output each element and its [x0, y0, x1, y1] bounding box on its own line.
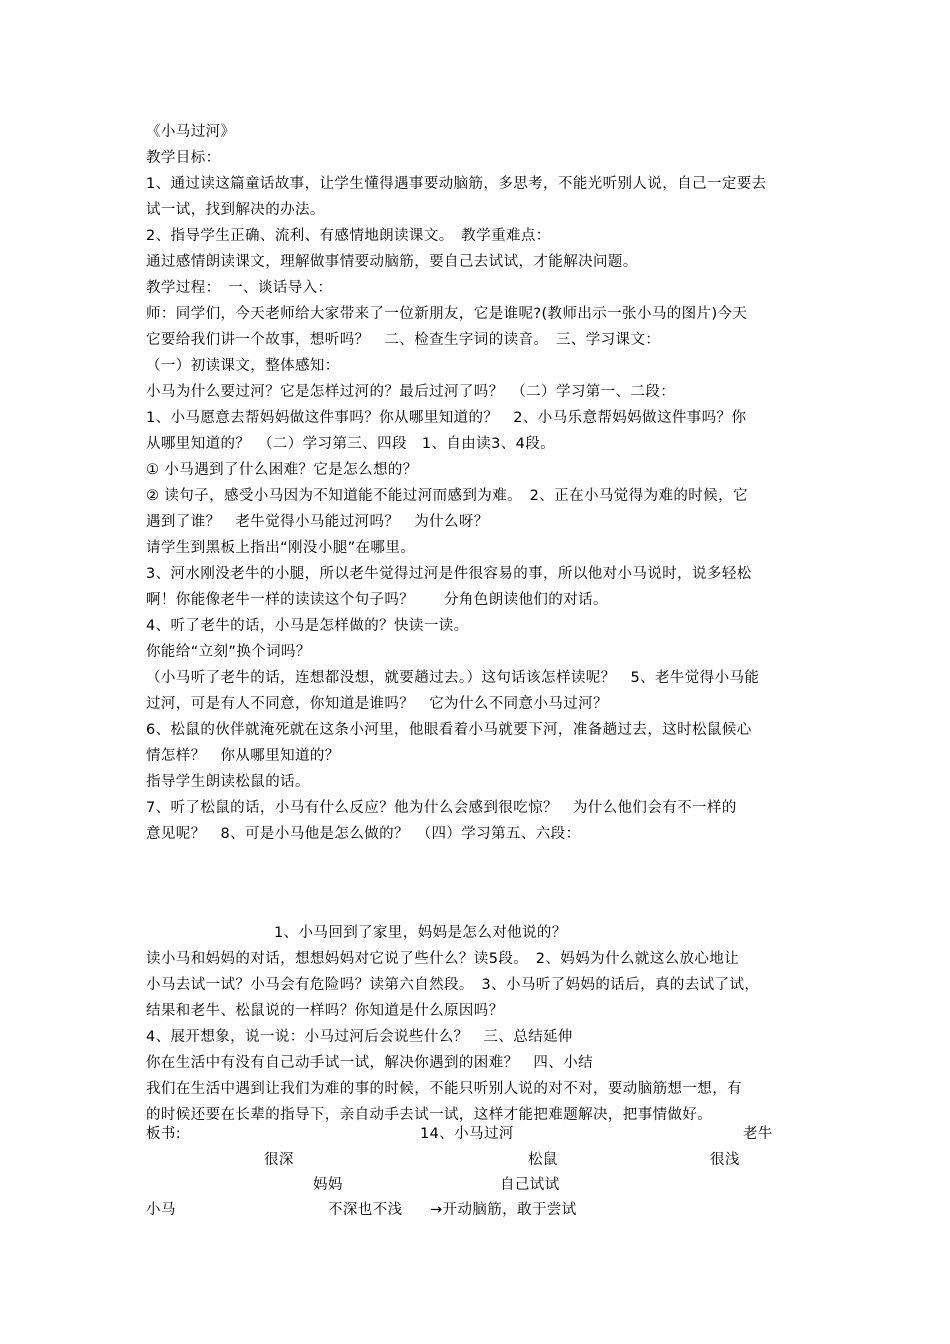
- text-line: 试一试，找到解决的办法。: [146, 202, 325, 218]
- text-line: 师：同学们，今天老师给大家带来了一位新朋友，它是谁呢?(教师出示一张小马的图片)今天: [146, 306, 748, 322]
- text-line: （一）初读课文，整体感知：: [146, 358, 340, 374]
- text-line: 教学目标：: [146, 150, 221, 166]
- text-line: 读小马和妈妈的对话，想想妈妈对它说了些什么？读5段。 2、妈妈为什么就这么放心地让: [146, 951, 740, 967]
- doc-title: 《小马过河》: [146, 124, 236, 140]
- text-line: 3、河水刚没老牛的小腿，所以老牛觉得过河是件很容易的事，所以他对小马说时，说多轻松: [146, 566, 752, 582]
- text-line: 遇到了谁？ 老牛觉得小马能过河吗？ 为什么呀？: [146, 514, 489, 530]
- text-line: 4、听了老牛的话，小马是怎样做的？快读一读。: [146, 618, 469, 634]
- text-line: ① 小马遇到了什么困难？它是怎么想的？: [146, 462, 418, 478]
- text-line: 它要给我们讲一个故事，想听吗？ 二、检查生字词的读音。 三、学习课文：: [146, 332, 661, 348]
- board-title: 14、小马过河: [420, 1126, 514, 1142]
- board-henshen: 很深: [264, 1152, 294, 1168]
- text-line: 小马去试一试？小马会有危险吗？读第六自然段。 3、小马听了妈妈的话后，真的去试了试，: [146, 977, 760, 993]
- text-line: 意见呢？ 8、可是小马他是怎么做的？ （四）学习第五、六段：: [146, 826, 581, 842]
- board-laoniu: 老牛: [743, 1126, 773, 1142]
- text-line: 1、小马愿意去帮妈妈做这件事吗？你从哪里知道的？ 2、小马乐意帮妈妈做这件事吗？你: [146, 410, 747, 426]
- text-line: 小马为什么要过河？它是怎样过河的？最后过河了吗？ （二）学习第一、二段：: [146, 384, 676, 400]
- text-line: （小马听了老牛的话，连想都没想，就要趟过去。）这句话该怎样读呢？ 5、老牛觉得小马能: [146, 670, 760, 686]
- text-line: 啊！你能像老牛一样的读读这个句子吗？ 分角色朗读他们的对话。: [146, 592, 608, 608]
- text-line: 指导学生朗读松鼠的话。: [146, 774, 310, 790]
- text-line: 请学生到黑板上指出“刚没小腿”在哪里。: [146, 540, 416, 556]
- text-line: 2、指导学生正确、流利、有感情地朗读课文。 教学重难点：: [146, 228, 551, 244]
- text-line: 你能给“立刻”换个词吗？: [146, 644, 311, 660]
- board-xiaoma: 小马: [146, 1202, 176, 1218]
- board-bushen: 不深也不浅: [328, 1202, 403, 1218]
- text-line: 教学过程： 一、谈话导入：: [146, 280, 333, 296]
- board-zijishishi: 自己试试: [500, 1177, 560, 1193]
- text-line: 的时候还要在长辈的指导下，亲自动手去试一试，这样才能把难题解决，把事情做好。: [146, 1107, 713, 1123]
- text-line: 1、通过读这篇童话故事，让学生懂得遇事要动脑筋，多思考，不能光听别人说，自己一定要去: [146, 176, 767, 192]
- board-songshu: 松鼠: [528, 1152, 558, 1168]
- board-conclusion: →开动脑筋，敢于尝试: [430, 1202, 577, 1218]
- text-line: 通过感情朗读课文，理解做事情要动脑筋，要自己去试试，才能解决问题。: [146, 254, 638, 270]
- board-label: 板书:: [146, 1126, 182, 1142]
- text-line: 4、展开想象，说一说：小马过河后会说些什么？ 三、总结延伸: [146, 1029, 573, 1045]
- text-line: 过河，可是有人不同意，你知道是谁吗？ 它为什么不同意小马过河？: [146, 696, 608, 712]
- text-line: 我们在生活中遇到让我们为难的事的时候，不能只听别人说的对不对，要动脑筋想一想，有: [146, 1081, 742, 1097]
- text-line: 从哪里知道的？ （二）学习第三、四段 1、自由读3、4段。: [146, 436, 556, 452]
- text-line: 7、听了松鼠的话，小马有什么反应？他为什么会感到很吃惊？ 为什么他们会有不一样的: [146, 800, 737, 816]
- text-line: ② 读句子，感受小马因为不知道能不能过河而感到为难。 2、正在小马觉得为难的时候，它: [146, 488, 748, 504]
- text-line: 你在生活中有没有自己动手试一试，解决你遇到的困难？ 四、小结: [146, 1055, 593, 1071]
- text-line: 6、松鼠的伙伴就淹死就在这条小河里，他眼看着小马就要下河，准备趟过去，这时松鼠候心: [146, 722, 752, 738]
- text-line: 情怎样？ 你从哪里知道的？: [146, 748, 340, 764]
- board-henqian: 很浅: [710, 1152, 740, 1168]
- text-line: 结果和老牛、松鼠说的一样吗？你知道是什么原因吗？: [146, 1003, 504, 1019]
- text-line: 1、小马回到了家里，妈妈是怎么对他说的？: [274, 925, 567, 941]
- board-mama: 妈妈: [313, 1177, 343, 1193]
